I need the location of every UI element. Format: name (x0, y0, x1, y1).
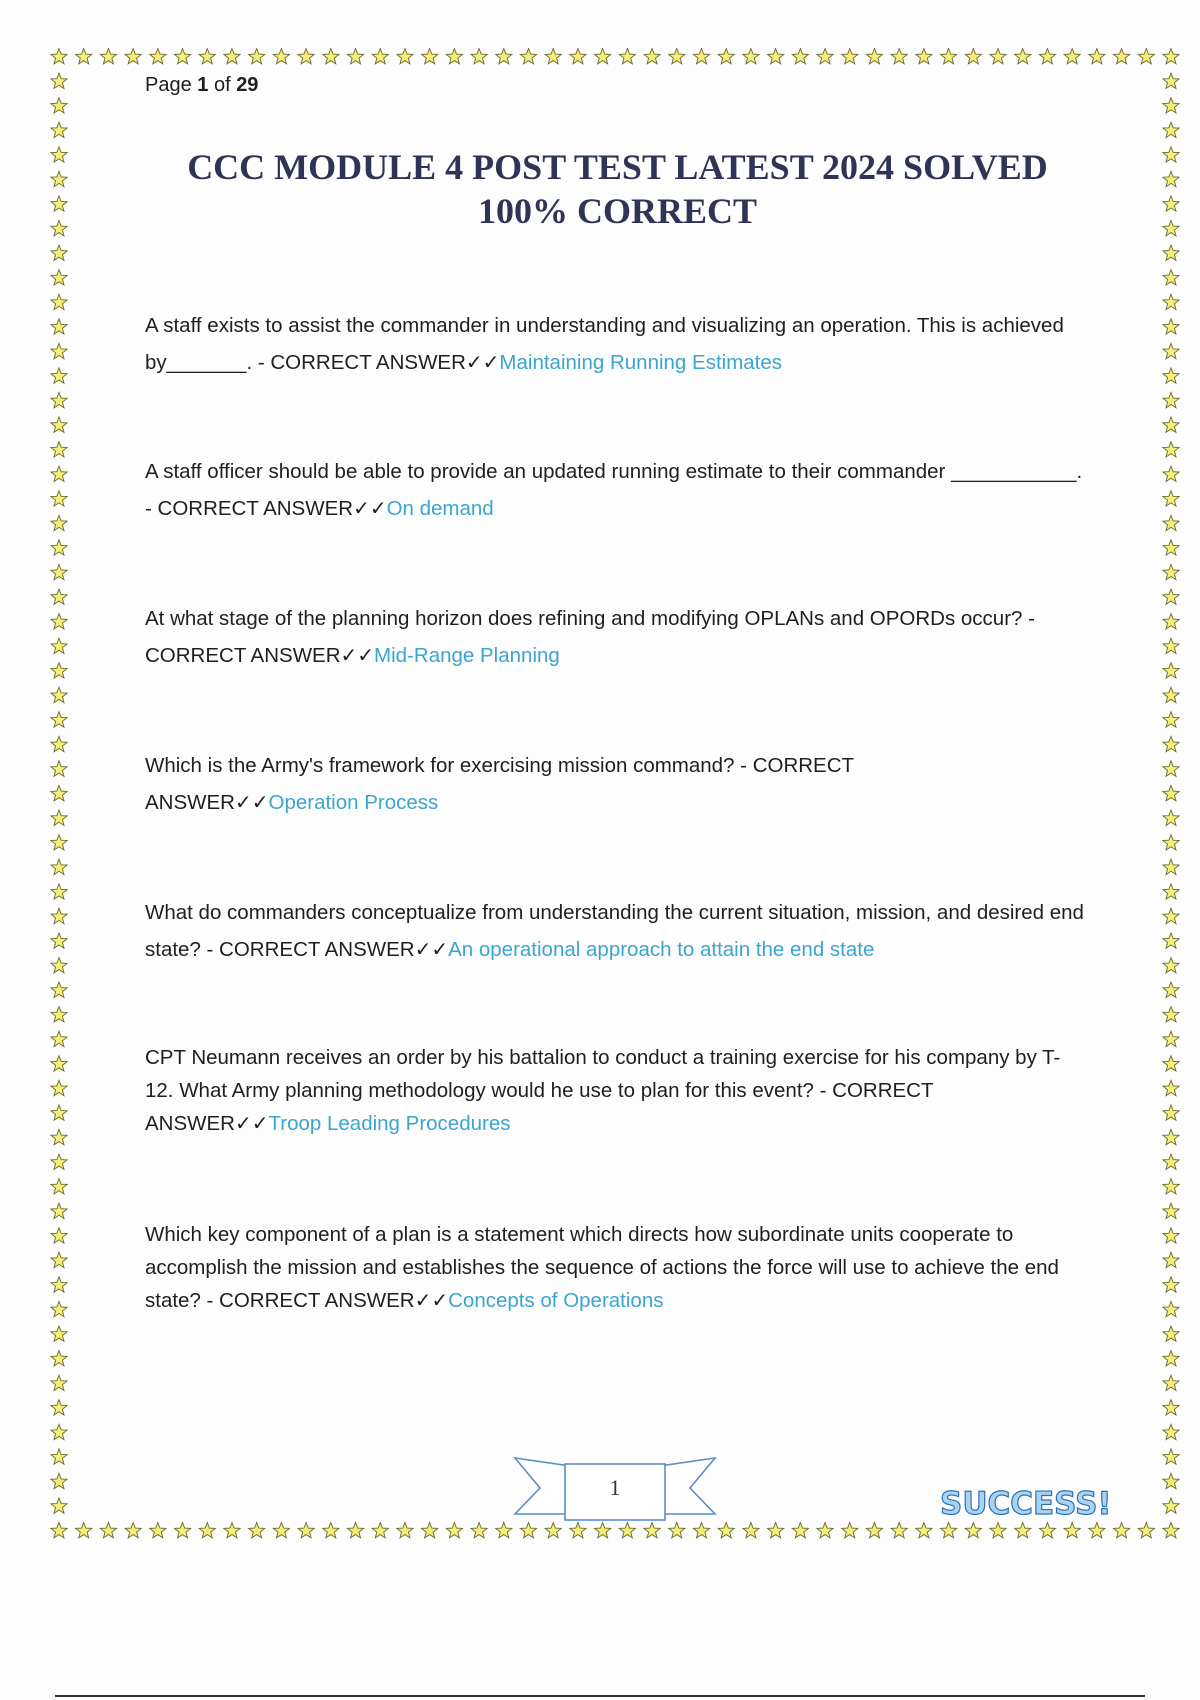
star-icon (1163, 1203, 1179, 1218)
star-icon (1015, 49, 1031, 64)
question-text: At what stage of the planning horizon does refining and modifying OPLANs and OPORDs occur? - CORRECT ANSWER (145, 607, 1035, 667)
star-icon (76, 1523, 92, 1538)
star-icon (125, 1523, 141, 1538)
star-icon (446, 1523, 462, 1538)
checkmark-icon: ✓✓ (234, 1111, 269, 1135)
star-icon (100, 49, 116, 64)
star-icon (1163, 466, 1179, 481)
star-icon (1163, 736, 1179, 751)
star-icon (1138, 49, 1154, 64)
star-icon (199, 1523, 215, 1538)
qa-item-4 (145, 748, 915, 821)
star-icon (51, 687, 67, 702)
star-icon (51, 712, 67, 727)
star-icon (51, 1351, 67, 1366)
answer-text: Troop Leading Procedures (268, 1112, 511, 1135)
star-icon (1138, 1523, 1154, 1538)
star-icon (51, 294, 67, 309)
star-icon (51, 171, 67, 186)
star-icon (520, 49, 536, 64)
star-icon (51, 270, 67, 285)
star-icon (1163, 908, 1179, 923)
star-icon (669, 1523, 685, 1538)
page-of: of (208, 74, 237, 96)
answer-text: An operational approach to attain the end state (448, 938, 875, 961)
star-icon (1163, 1351, 1179, 1366)
answer-text: Concepts of Operations (448, 1289, 664, 1312)
star-icon (422, 49, 438, 64)
star-icon (1163, 1498, 1179, 1513)
star-icon (1163, 73, 1179, 88)
star-icon (743, 49, 759, 64)
star-icon (1163, 835, 1179, 850)
star-icon (1039, 49, 1055, 64)
question-text: Which is the Army's framework for exercising mission command? - CORRECT ANSWER (145, 754, 854, 814)
document-title: CCC MODULE 4 POST TEST LATEST 2024 SOLVED 100% CORRECT (187, 147, 1048, 231)
star-icon (1163, 638, 1179, 653)
star-icon (965, 1523, 981, 1538)
star-icon (743, 1523, 759, 1538)
star-icon (595, 1523, 611, 1538)
answer-text: On demand (386, 497, 494, 520)
star-icon (1163, 491, 1179, 506)
star-icon (51, 908, 67, 923)
answer-text: Mid-Range Planning (374, 644, 560, 667)
star-icon (1163, 1129, 1179, 1144)
answer-text: Operation Process (268, 791, 439, 814)
star-icon (1163, 1400, 1179, 1415)
star-icon (224, 1523, 240, 1538)
star-icon (51, 1007, 67, 1022)
star-icon (1039, 1523, 1055, 1538)
star-icon (51, 319, 67, 334)
star-icon (51, 245, 67, 260)
star-icon (51, 933, 67, 948)
star-icon (1163, 1375, 1179, 1390)
star-icon (51, 442, 67, 457)
qa-item-2 (145, 454, 1085, 527)
star-icon (199, 49, 215, 64)
qa-item-7 (145, 1218, 1085, 1317)
star-icon (1163, 1326, 1179, 1341)
star-icon (51, 1523, 67, 1538)
star-icon (1163, 1424, 1179, 1439)
checkmark-icon: ✓✓ (353, 496, 387, 520)
star-icon (619, 49, 635, 64)
star-icon (51, 663, 67, 678)
star-icon (1163, 147, 1179, 162)
star-icon (718, 49, 734, 64)
star-icon (273, 1523, 289, 1538)
star-icon (51, 1277, 67, 1292)
star-icon (1163, 884, 1179, 899)
question-text: CPT Neumann receives an order by his battalion to conduct a training exercise for his company by T-12. What Army planning methodology would he use to plan for this event? - CORRECT ANSWER (145, 1046, 1061, 1135)
star-icon (990, 1523, 1006, 1538)
star-icon (1113, 49, 1129, 64)
star-icon (1163, 663, 1179, 678)
star-icon (51, 1424, 67, 1439)
qa-item-1 (145, 308, 1085, 381)
star-icon (249, 49, 265, 64)
qa-item-5 (145, 895, 1085, 968)
page-number (145, 74, 258, 97)
star-icon (1163, 122, 1179, 137)
star-icon (1163, 786, 1179, 801)
star-icon (347, 1523, 363, 1538)
answer-text: Maintaining Running Estimates (499, 351, 783, 374)
star-icon (768, 49, 784, 64)
star-icon (496, 49, 512, 64)
question-text: A staff officer should be able to provide an updated running estimate to their commander ___________. - CORRECT ANSWER (145, 460, 1083, 520)
star-icon (51, 491, 67, 506)
star-icon (51, 147, 67, 162)
bottom-divider (55, 1695, 1145, 1697)
star-icon (1163, 614, 1179, 629)
question-text: What do commanders conceptualize from understanding the current situation, mission, and desired end state? - CORRECT ANSWER (145, 901, 1084, 961)
star-icon (1089, 1523, 1105, 1538)
star-icon (916, 49, 932, 64)
star-icon (51, 122, 67, 137)
star-icon (545, 1523, 561, 1538)
star-icon (1163, 761, 1179, 776)
star-icon (422, 1523, 438, 1538)
star-icon (718, 1523, 734, 1538)
page-ribbon-banner (510, 1452, 720, 1524)
star-icon (51, 589, 67, 604)
star-icon (51, 1080, 67, 1095)
star-icon (323, 49, 339, 64)
star-icon (51, 417, 67, 432)
star-icon (298, 1523, 314, 1538)
star-icon (347, 49, 363, 64)
success-logo: SUCCESS! (940, 1486, 1112, 1522)
star-icon (1163, 1449, 1179, 1464)
star-icon (941, 1523, 957, 1538)
star-icon (125, 49, 141, 64)
star-icon (51, 515, 67, 530)
star-icon (1163, 196, 1179, 211)
star-icon (1163, 1301, 1179, 1316)
star-icon (1163, 1007, 1179, 1022)
star-icon (866, 1523, 882, 1538)
star-icon (150, 1523, 166, 1538)
star-icon (570, 49, 586, 64)
star-icon (51, 1179, 67, 1194)
question-text: A staff exists to assist the commander in understanding and visualizing an operation. This is achieved by_______. - CORRECT ANSWER (145, 314, 1064, 374)
star-icon (51, 368, 67, 383)
star-icon (1015, 1523, 1031, 1538)
star-icon (51, 786, 67, 801)
star-icon (693, 49, 709, 64)
star-icon (51, 614, 67, 629)
star-icon (1163, 1179, 1179, 1194)
star-icon (1163, 442, 1179, 457)
star-icon (1163, 712, 1179, 727)
star-icon (51, 73, 67, 88)
star-icon (1163, 982, 1179, 997)
checkmark-icon: ✓✓ (414, 1288, 449, 1312)
star-icon (1163, 1105, 1179, 1120)
star-icon (51, 98, 67, 113)
star-icon (51, 859, 67, 874)
page-prefix: Page (145, 74, 198, 96)
star-icon (570, 1523, 586, 1538)
star-icon (51, 1326, 67, 1341)
star-icon (1064, 1523, 1080, 1538)
star-icon (1163, 1154, 1179, 1169)
star-icon (990, 49, 1006, 64)
star-icon (51, 49, 67, 64)
star-icon (51, 1301, 67, 1316)
star-icon (1163, 49, 1179, 64)
star-icon (397, 49, 413, 64)
star-icon (496, 1523, 512, 1538)
star-icon (51, 982, 67, 997)
star-icon (595, 49, 611, 64)
star-icon (446, 49, 462, 64)
star-icon (1163, 1228, 1179, 1243)
page-total: 29 (236, 74, 259, 96)
star-icon (545, 49, 561, 64)
star-icon (1163, 1031, 1179, 1046)
star-icon (372, 49, 388, 64)
star-icon (1163, 1252, 1179, 1267)
question-text: Which key component of a plan is a statement which directs how subordinate units cooperate to accomplish the mission and establishes the sequence of actions the force will use to achieve the end state? - CORRECT ANSWER (145, 1223, 1059, 1312)
checkmark-icon: ✓✓ (234, 790, 269, 814)
star-icon (1163, 1473, 1179, 1488)
star-icon (1163, 220, 1179, 235)
star-icon (520, 1523, 536, 1538)
star-icon (792, 49, 808, 64)
star-icon (51, 761, 67, 776)
star-icon (891, 1523, 907, 1538)
star-icon (51, 1154, 67, 1169)
star-icon (965, 49, 981, 64)
star-icon (51, 1228, 67, 1243)
checkmark-icon: ✓✓ (465, 350, 500, 374)
star-icon (1113, 1523, 1129, 1538)
star-icon (51, 564, 67, 579)
star-icon (1163, 589, 1179, 604)
star-icon (1163, 343, 1179, 358)
star-icon (669, 49, 685, 64)
star-icon (323, 1523, 339, 1538)
star-icon (916, 1523, 932, 1538)
star-icon (174, 49, 190, 64)
star-icon (817, 49, 833, 64)
star-icon (842, 49, 858, 64)
qa-item-6 (145, 1041, 1085, 1140)
star-icon (792, 1523, 808, 1538)
star-icon (842, 1523, 858, 1538)
star-icon (1163, 515, 1179, 530)
star-icon (174, 1523, 190, 1538)
star-icon (51, 1031, 67, 1046)
star-icon (51, 220, 67, 235)
star-icon (298, 49, 314, 64)
star-icon (51, 1252, 67, 1267)
star-icon (51, 1375, 67, 1390)
page-footer-number: 1 (609, 1475, 621, 1500)
star-icon (51, 343, 67, 358)
star-icon (1163, 270, 1179, 285)
star-icon (1163, 294, 1179, 309)
qa-item-3 (145, 601, 1085, 674)
star-icon (644, 49, 660, 64)
star-icon (224, 49, 240, 64)
star-icon (1089, 49, 1105, 64)
star-icon (1163, 933, 1179, 948)
star-icon (1163, 1523, 1179, 1538)
page-current: 1 (197, 74, 209, 96)
star-icon (51, 1449, 67, 1464)
star-icon (1163, 417, 1179, 432)
star-icon (51, 1203, 67, 1218)
star-icon (1064, 49, 1080, 64)
star-icon (100, 1523, 116, 1538)
star-icon (1163, 1056, 1179, 1071)
star-icon (51, 810, 67, 825)
star-icon (51, 835, 67, 850)
checkmark-icon: ✓✓ (340, 643, 375, 667)
star-icon (1163, 957, 1179, 972)
star-icon (51, 466, 67, 481)
star-icon (644, 1523, 660, 1538)
star-icon (51, 1105, 67, 1120)
star-icon (866, 49, 882, 64)
star-icon (693, 1523, 709, 1538)
star-icon (51, 736, 67, 751)
star-icon (150, 49, 166, 64)
star-icon (1163, 319, 1179, 334)
checkmark-icon: ✓✓ (414, 937, 449, 961)
star-icon (249, 1523, 265, 1538)
star-icon (397, 1523, 413, 1538)
star-icon (51, 884, 67, 899)
star-icon (1163, 540, 1179, 555)
star-icon (51, 196, 67, 211)
star-icon (817, 1523, 833, 1538)
star-icon (1163, 687, 1179, 702)
star-icon (1163, 564, 1179, 579)
star-icon (891, 49, 907, 64)
star-icon (768, 1523, 784, 1538)
star-icon (51, 540, 67, 555)
star-icon (471, 49, 487, 64)
star-icon (76, 49, 92, 64)
star-icon (51, 1400, 67, 1415)
star-icon (273, 49, 289, 64)
star-icon (471, 1523, 487, 1538)
star-icon (1163, 368, 1179, 383)
star-icon (1163, 392, 1179, 407)
star-icon (51, 1473, 67, 1488)
star-icon (1163, 1080, 1179, 1095)
star-icon (372, 1523, 388, 1538)
star-icon (51, 392, 67, 407)
star-icon (1163, 859, 1179, 874)
star-icon (51, 1129, 67, 1144)
star-icon (51, 1498, 67, 1513)
star-icon (51, 638, 67, 653)
star-icon (51, 1056, 67, 1071)
star-icon (1163, 98, 1179, 113)
star-icon (1163, 810, 1179, 825)
star-icon (1163, 171, 1179, 186)
star-icon (941, 49, 957, 64)
star-icon (51, 957, 67, 972)
star-icon (1163, 245, 1179, 260)
star-icon (1163, 1277, 1179, 1292)
star-icon (619, 1523, 635, 1538)
